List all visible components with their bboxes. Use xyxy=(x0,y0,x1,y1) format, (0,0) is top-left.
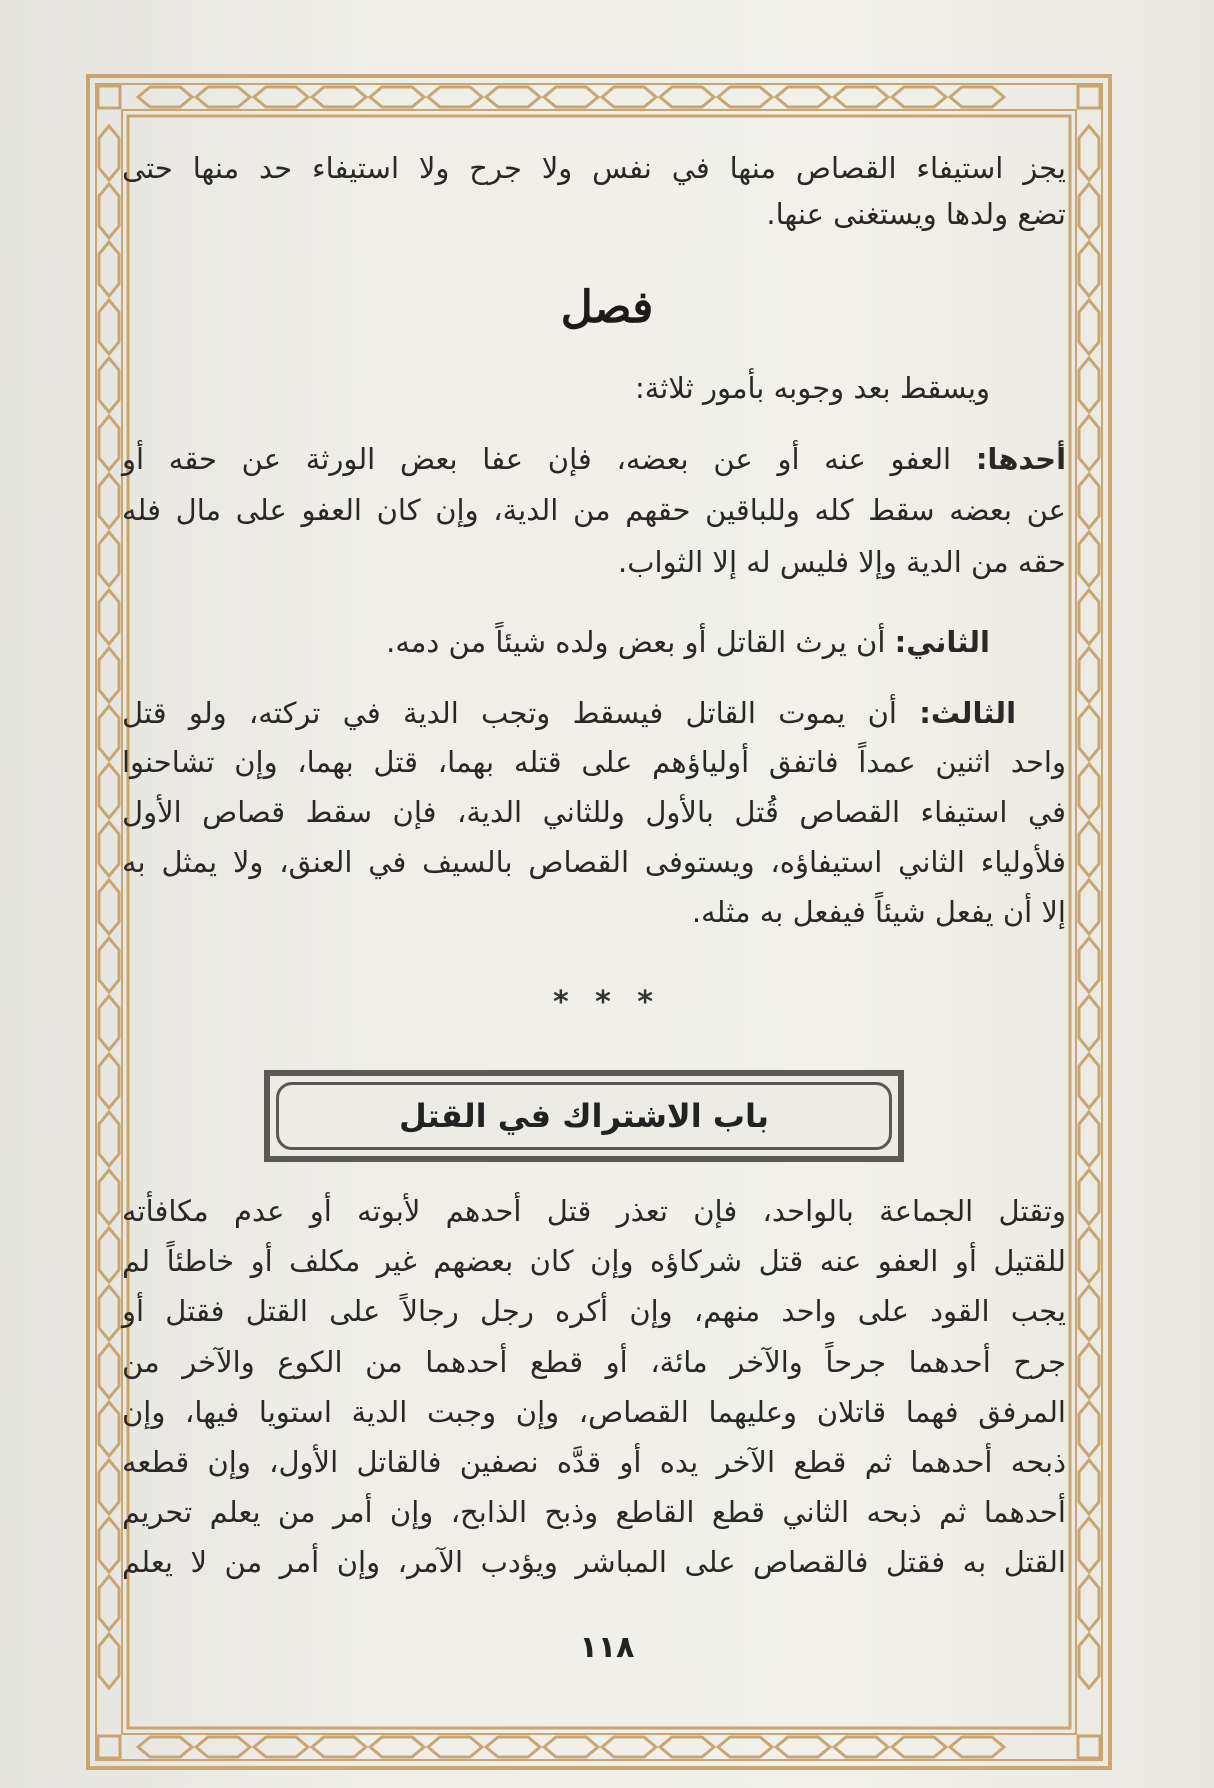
text-line: في استيفاء القصاص قُتل بالأول وللثاني الدية، فإن سقط قصاص الأول xyxy=(122,795,1066,829)
border-ornament xyxy=(370,1737,424,1757)
text-line xyxy=(122,693,1016,733)
border-ornament xyxy=(718,1737,772,1757)
border-ornament xyxy=(1079,1576,1099,1630)
text: أن يموت القاتل فيسقط وتجب الدية في تركته، ولو قتل xyxy=(122,696,897,730)
border-corner xyxy=(1078,1736,1100,1758)
text-line: عن بعضه سقط كله وللباقين حقهم من الدية، وإن كان العفو على مال فله xyxy=(122,493,1066,527)
border-ornament xyxy=(834,1737,888,1757)
border-ornament xyxy=(602,1737,656,1757)
border-ornament xyxy=(1079,1228,1099,1282)
border-ornament xyxy=(99,416,119,470)
text-line: جرح أحدهما جرحاً والآخر مائة، أو قطع أحدهما من الكوع والآخر من xyxy=(122,1344,1066,1379)
border-ornament xyxy=(892,1737,946,1757)
border-ornament xyxy=(950,1737,1004,1757)
border-ornament xyxy=(138,1737,192,1757)
border-ornament xyxy=(99,880,119,934)
border-ornament xyxy=(1079,1286,1099,1340)
border-ornament xyxy=(1079,822,1099,876)
border-ornament xyxy=(834,87,888,107)
border-ornament xyxy=(99,1460,119,1514)
text-line: القتل به فقتل فالقصاص على المباشر ويؤدب الآمر، وإن أمر من لا يعلم xyxy=(122,1545,1066,1580)
border-ornament xyxy=(544,1737,598,1757)
border-ornament xyxy=(486,1737,540,1757)
text-line: أحدهما ثم ذبحه الثاني قطع القاطع وذبح الذابح، وإن أمر من يعلم تحريم xyxy=(122,1495,1066,1530)
lead-word: أحدها: xyxy=(975,442,1067,476)
text-line: ذبحه أحدهما ثم قطع الآخر يده أو قدَّه نصفين فالقاتل الأول، وإن قطعه xyxy=(122,1445,1066,1479)
border-ornament xyxy=(428,1737,482,1757)
border-ornament xyxy=(99,126,119,180)
border-ornament xyxy=(428,87,482,107)
text-line: إلا أن يفعل شيئاً فيفعل به مثله. xyxy=(691,895,1066,929)
border-ornament xyxy=(99,358,119,412)
border-corner xyxy=(1078,86,1100,108)
border-ornament xyxy=(99,648,119,702)
text-line: للقتيل أو العفو عنه قتل شركاؤه وإن كان بعضهم غير مكلف أو خاطئاً لم xyxy=(122,1244,1066,1279)
border-ornament xyxy=(1079,1402,1099,1456)
border-ornament xyxy=(1079,184,1099,238)
text-line: يجز استيفاء القصاص منها في نفس ولا جرح ولا استيفاء حد منها حتى xyxy=(122,151,1066,185)
border-ornament xyxy=(99,184,119,238)
border-ornament xyxy=(99,1286,119,1340)
border-ornament xyxy=(1079,648,1099,702)
chapter-title-box xyxy=(264,1070,904,1162)
chapter-title: باب الاشتراك في القتل xyxy=(398,1097,770,1135)
border-ornament xyxy=(1079,1112,1099,1166)
border-ornament xyxy=(99,706,119,760)
text-line: وتقتل الجماعة بالواحد، فإن تعذر قتل أحدهم لأبوته أو عدم مكافأته xyxy=(122,1194,1066,1228)
section-heading: فصل xyxy=(560,282,654,333)
border-ornament xyxy=(776,87,830,107)
page-number: ١١٨ xyxy=(579,1630,635,1665)
border-ornament xyxy=(1079,1518,1099,1572)
border-ornament xyxy=(602,87,656,107)
text-line xyxy=(386,622,990,662)
border-ornament xyxy=(99,764,119,818)
border-ornament xyxy=(99,1402,119,1456)
text-line: واحد اثنين عمداً فاتفق أولياؤهم على قتله بهما، قتل بهما، وإن تشاحنوا xyxy=(122,745,1066,779)
border-ornament xyxy=(99,1576,119,1630)
lead-word: الثالث: xyxy=(919,696,1017,730)
border-ornament xyxy=(1079,532,1099,586)
text: أن يرث القاتل أو بعض ولده شيئاً من دمه. xyxy=(386,625,886,659)
border-ornament xyxy=(1079,590,1099,644)
border-ornament xyxy=(99,474,119,528)
border-ornament xyxy=(254,87,308,107)
intro-line: ويسقط بعد وجوبه بأمور ثلاثة: xyxy=(634,371,990,405)
border-ornament xyxy=(312,1737,366,1757)
border-ornament xyxy=(1079,1344,1099,1398)
lead-word: الثاني: xyxy=(894,625,990,659)
border-ornament xyxy=(1079,1460,1099,1514)
border-ornament xyxy=(660,1737,714,1757)
border-ornament xyxy=(138,87,192,107)
border-ornament xyxy=(1079,764,1099,818)
border-ornament xyxy=(99,1518,119,1572)
border-ornament xyxy=(312,87,366,107)
border-ornament xyxy=(99,532,119,586)
border-corner xyxy=(98,86,120,108)
border-ornament xyxy=(1079,1054,1099,1108)
border-ornament xyxy=(1079,126,1099,180)
separator-stars: * * * xyxy=(553,985,661,1020)
border-ornament xyxy=(1079,706,1099,760)
text-line: تضع ولدها ويستغنى عنها. xyxy=(766,197,1066,231)
border-ornament xyxy=(1079,938,1099,992)
border-ornament xyxy=(892,87,946,107)
border-ornament xyxy=(370,87,424,107)
border-ornament xyxy=(1079,474,1099,528)
border-ornament xyxy=(1079,416,1099,470)
border-ornament xyxy=(660,87,714,107)
border-ornament xyxy=(99,822,119,876)
border-ornament xyxy=(544,87,598,107)
border-ornament xyxy=(99,1228,119,1282)
text-line: فلأولياء الثاني استيفاؤه، ويستوفى القصاص بالسيف في العنق، ولا يمثل به xyxy=(122,845,1066,879)
border-ornament xyxy=(776,1737,830,1757)
text-line: يجب القود على واحد منهم، وإن أكره رجل رجالاً على القتل فقتل أو xyxy=(122,1294,1066,1329)
border-ornament xyxy=(196,87,250,107)
border-ornament xyxy=(254,1737,308,1757)
text-line: حقه من الدية وإلا فليس له إلا الثواب. xyxy=(618,545,1066,579)
border-ornament xyxy=(950,87,1004,107)
border-ornament xyxy=(99,1170,119,1224)
border-ornament xyxy=(486,87,540,107)
border-ornament xyxy=(99,1344,119,1398)
text-line: المرفق فهما قاتلان وعليهما القصاص، وإن وجبت الدية استويا فيها، وإن xyxy=(122,1394,1066,1429)
border-ornament xyxy=(196,1737,250,1757)
border-ornament xyxy=(99,1054,119,1108)
border-ornament xyxy=(1079,358,1099,412)
border-ornament xyxy=(99,938,119,992)
border-ornament xyxy=(718,87,772,107)
border-ornament xyxy=(99,1112,119,1166)
text: العفو عنه أو عن بعضه، فإن عفا بعض الورثة عن حقه أو xyxy=(122,442,952,476)
text-line xyxy=(122,439,1066,479)
border-ornament xyxy=(1079,880,1099,934)
border-ornament xyxy=(99,590,119,644)
border-ornament xyxy=(1079,1170,1099,1224)
border-corner xyxy=(98,1736,120,1758)
